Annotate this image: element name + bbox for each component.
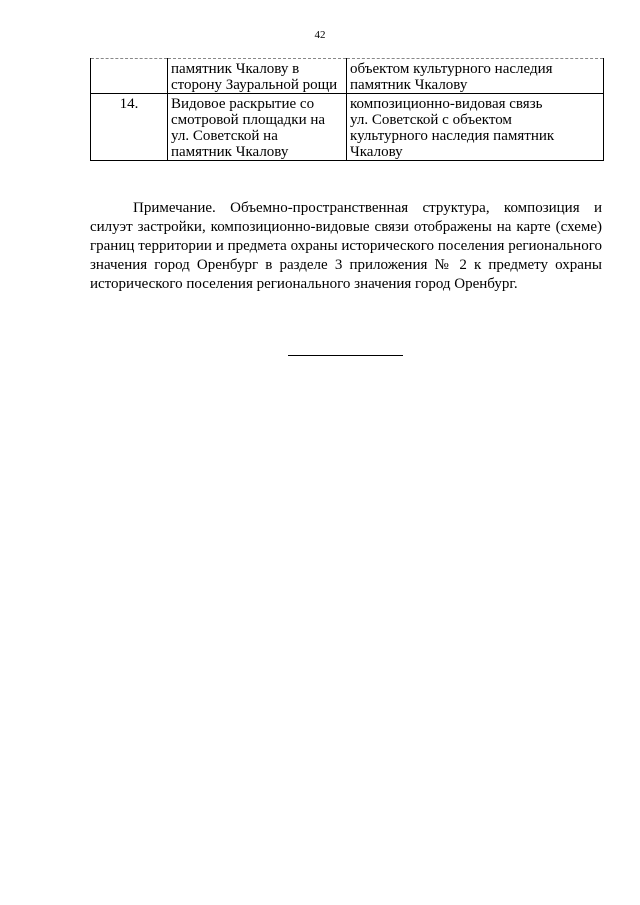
table-row xyxy=(91,59,604,94)
table-cell-name xyxy=(168,59,347,94)
protection-table xyxy=(90,58,604,161)
cell-text-line: сторону Зауральной рощи xyxy=(171,77,338,93)
cell-text-line: Видовое раскрытие со xyxy=(171,96,315,112)
cell-text-line: композиционно-видовая связь xyxy=(350,96,543,112)
cell-text-line: смотровой площадки на xyxy=(171,112,326,128)
table-cell-description xyxy=(347,94,604,161)
table-cell-number: 14. xyxy=(91,94,168,161)
page-number: 42 xyxy=(314,29,326,41)
cell-text-line: Чкалову xyxy=(350,144,403,160)
note-paragraph: Примечание. Объемно-пространственная структура, композиция и силуэт застройки, композиционно-видовые связи отображены на карте (схеме) границ территории и предмета охраны исторического поселения регионального значения город Оренбург в разделе 3 приложения № 2 к предмету охраны исторического поселения регионального значения город Оренбург. xyxy=(90,200,602,292)
cell-text-line: памятник Чкалову в xyxy=(171,61,300,77)
cell-text-line: ул. Советской на xyxy=(171,128,278,144)
table-row xyxy=(91,94,604,161)
cell-text-line: объектом культурного наследия xyxy=(350,61,553,77)
table-cell-description xyxy=(347,59,604,94)
table-cell-number xyxy=(91,59,168,94)
cell-text-line: памятник Чкалову xyxy=(171,144,289,160)
cell-text-line: памятник Чкалову xyxy=(350,77,468,93)
end-divider xyxy=(288,355,403,356)
cell-text-line: культурного наследия памятник xyxy=(350,128,555,144)
cell-text-line: ул. Советской с объектом xyxy=(350,112,512,128)
table-cell-name xyxy=(168,94,347,161)
